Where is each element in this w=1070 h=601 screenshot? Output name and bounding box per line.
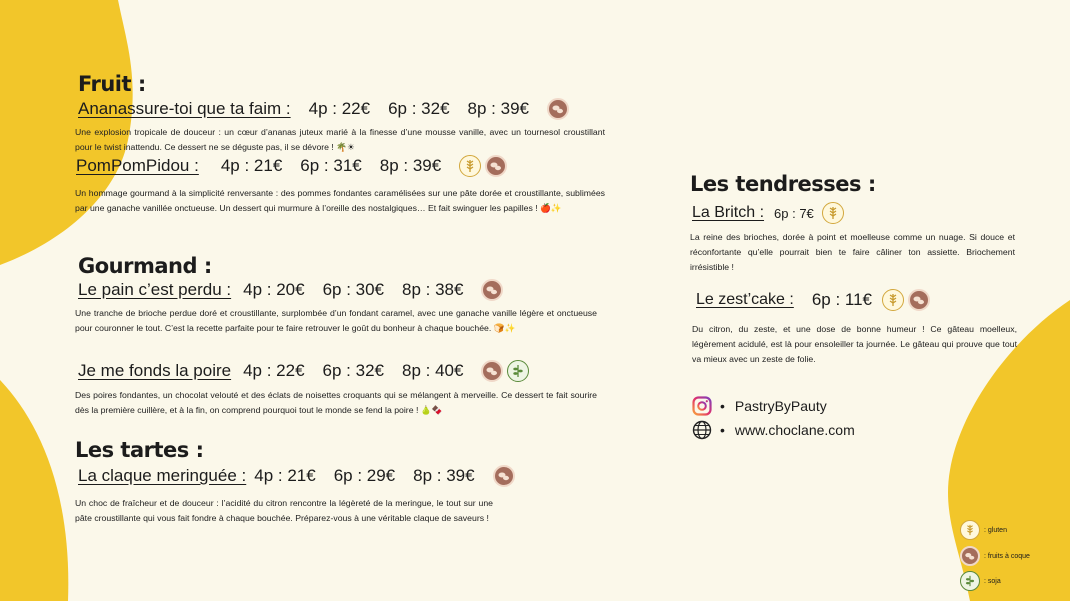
price-6p: 6p : 11€ [811, 290, 873, 309]
gluten-icon [960, 520, 980, 540]
item-description: Des poires fondantes, un chocolat velouté et des éclats de noisettes croquants qui se mélangent à merveille. Ce dessert te fait sourire dès la première cuillère, et à la fin, on comprend pourquoi tout le monde se fend la poire ! 🍐🍫 [75, 390, 597, 415]
section-title-tendresses: Les tendresses : [690, 172, 876, 196]
menu-item-pompompidou [76, 155, 511, 177]
item-name: Ananassure-toi que ta faim : [78, 99, 291, 118]
bullet: • [720, 422, 725, 438]
price-4p: 4p : 22€ [308, 99, 371, 118]
item-name: La claque meringuée : [78, 466, 247, 485]
nut-icon [481, 360, 503, 382]
menu-item-britch [692, 202, 848, 224]
item-description: Un choc de fraîcheur et de douceur : l’acidité du citron rencontre la légèreté de la meringue, le tout sur une pâte croustillante qui vous fait fondre à chaque bouchée. Préparez-vous à une véritable claque de saveurs ! [75, 498, 493, 523]
price-8p: 8p : 39€ [467, 99, 529, 118]
nut-icon [481, 279, 503, 301]
nut-icon [485, 155, 507, 177]
menu-item-zestcake [696, 289, 934, 311]
item-description: Une tranche de brioche perdue doré et croustillante, surplombée d’un fondant caramel, avec une ganache vanille légère et onctueuse pour couronner le tout. C’est la recette parfaite pour te faire retrouver le goût du bonheur à chaque bouchée. 🍞✨ [75, 308, 597, 333]
instagram-handle[interactable]: PastryByPauty [734, 398, 827, 414]
legend-gluten [960, 520, 1007, 540]
nut-icon [493, 465, 515, 487]
bullet: • [720, 398, 725, 414]
item-description: Un hommage gourmand à la simplicité renversante : des pommes fondantes caramélisées sur une pâte dorée et croustillante, sublimées par une ganache vanillée onctueuse. Un dessert qui murmure à l’oreille des nostalgiques… Et fait swinguer les papilles ! 🍎✨ [75, 188, 605, 213]
item-name: PomPomPidou : [76, 156, 199, 175]
contact-instagram[interactable] [692, 396, 827, 416]
price-8p: 8p : 39€ [379, 156, 442, 175]
price-6p: 6p : 31€ [300, 156, 362, 175]
legend-label: : soja [984, 577, 1001, 585]
legend-nuts [960, 546, 1030, 566]
section-title-gourmand: Gourmand : [78, 254, 212, 278]
item-name: Le pain c’est perdu : [78, 280, 232, 299]
gluten-icon [822, 202, 844, 224]
gluten-icon [459, 155, 481, 177]
instagram-icon [692, 396, 712, 416]
section-title-tartes: Les tartes : [75, 438, 204, 462]
item-name: Le zest’cake : [696, 291, 794, 308]
item-name: Je me fonds la poire [78, 361, 232, 380]
price-4p: 4p : 22€ [243, 361, 305, 380]
globe-icon [692, 420, 712, 440]
nut-icon [547, 98, 569, 120]
nut-icon [960, 546, 980, 566]
item-name: La Britch : [692, 204, 765, 221]
legend-label: : gluten [984, 526, 1007, 534]
legend-soy [960, 571, 1001, 591]
soy-icon [960, 571, 980, 591]
price-8p: 8p : 38€ [402, 280, 464, 299]
menu-item-claque-meringuee [78, 465, 519, 487]
price-4p: 4p : 21€ [220, 156, 283, 175]
item-description: Une explosion tropicale de douceur : un cœur d’ananas juteux marié à la finesse d’une mousse vanille, avec un tournesol croustillant pour le twist inattendu. Ce dessert ne se déguste pas, il se dévore ! 🌴☀ [75, 127, 605, 152]
section-title-fruit: Fruit : [78, 72, 146, 96]
price-4p: 4p : 21€ [254, 466, 316, 485]
item-description: Du citron, du zeste, et une dose de bonne humeur ! Ce gâteau moelleux, légèrement acidulé, est là pour ensoleiller ta journée. Le gâteau qui prouve que tout va mieux avec un zeste de folie. [692, 324, 1017, 364]
nut-icon [908, 289, 930, 311]
menu-item-pain-perdu [78, 279, 507, 301]
contact-website[interactable] [692, 420, 855, 440]
website-link[interactable]: www.choclane.com [734, 422, 855, 438]
item-description: La reine des brioches, dorée à point et moelleuse comme un nuage. Si douce et réconfortante qu’elle pourrait bien te faire câliner ton assiette. Briochement irrésistible ! [690, 232, 1015, 272]
legend-label: : fruits à coque [984, 552, 1030, 560]
price-6p: 6p : 30€ [322, 280, 385, 299]
price-6p: 6p : 32€ [322, 361, 384, 380]
price-8p: 8p : 40€ [402, 361, 464, 380]
gluten-icon [882, 289, 904, 311]
price-6p: 6p : 32€ [388, 99, 450, 118]
price-8p: 8p : 39€ [413, 466, 475, 485]
price-6p: 6p : 29€ [333, 466, 396, 485]
price-6p: 6p : 7€ [774, 205, 814, 221]
menu-item-ananassure [78, 98, 573, 120]
soy-icon [507, 360, 529, 382]
price-4p: 4p : 20€ [243, 280, 305, 299]
menu-item-poire [78, 360, 533, 382]
